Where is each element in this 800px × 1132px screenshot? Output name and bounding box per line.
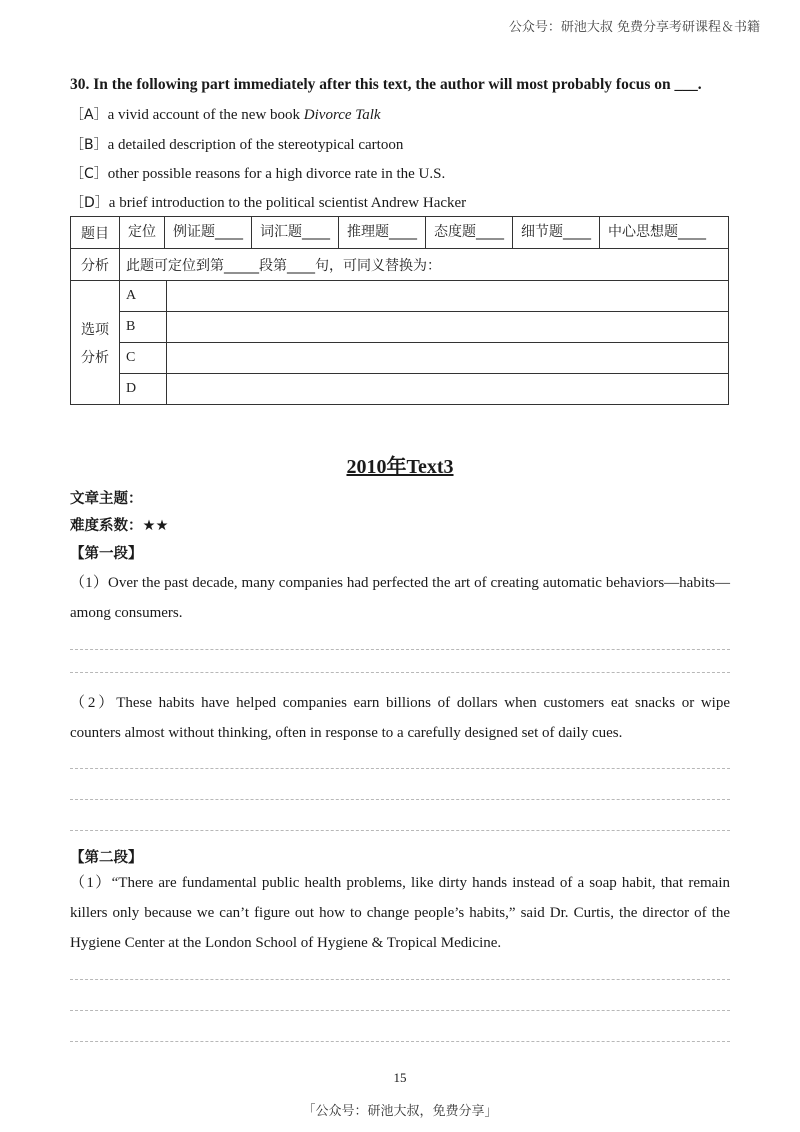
option-answer-cell[interactable]: [167, 281, 729, 312]
note-line: [70, 1041, 730, 1042]
paragraph-2-label: 【第二段】: [70, 850, 143, 866]
section-title: 2010年Text3: [346, 456, 454, 478]
options-label-line2: 分析: [81, 349, 109, 366]
note-line: [70, 799, 730, 800]
option-row-a: [71, 281, 729, 312]
option-c: [70, 163, 445, 183]
option-text: other possible reasons for a high divorce rate in the U.S.: [107, 166, 446, 182]
option-row-d: [71, 374, 729, 405]
question-type-row: [71, 217, 729, 249]
options-label-line1: 选项: [81, 321, 109, 338]
difficulty-label: 难度系数：★★: [70, 518, 169, 534]
note-line: [70, 1010, 730, 1011]
note-line: [70, 672, 730, 673]
note-line: [70, 768, 730, 769]
row-label-analysis: 分析: [71, 249, 120, 281]
footer-note: 「公众号：研池大叔，免费分享」: [302, 1104, 498, 1119]
article-theme-label: 文章主题：: [70, 491, 143, 507]
option-d: [70, 192, 466, 212]
analysis-table: [70, 216, 729, 405]
option-bracket: ［A］: [70, 107, 108, 123]
header-note: 公众号：研池大叔 免费分享考研课程＆书籍: [508, 20, 760, 35]
paragraph-1-sentence-2: （2）These habits have helped companies earn billions of dollars when customers eat snacks or wipe counters almost without thinking, often in response to a carefully designed set of daily cues.: [70, 695, 730, 741]
option-answer-cell[interactable]: [167, 312, 729, 343]
option-text: a brief introduction to the political scientist Andrew Hacker: [108, 195, 467, 211]
note-line: [70, 979, 730, 980]
type-main-idea: 中心思想题____: [599, 217, 714, 248]
option-bracket: ［B］: [70, 137, 108, 153]
page-number: 15: [393, 1070, 407, 1085]
option-letter: D: [120, 374, 167, 405]
option-bracket: ［C］: [70, 166, 108, 182]
option-text: a detailed description of the stereotypical cartoon: [107, 137, 404, 153]
question-types: [120, 217, 728, 248]
row-label-question: 题目: [71, 217, 120, 249]
type-inference: 推理题____: [338, 217, 425, 248]
option-text: a vivid account of the new book: [107, 107, 304, 123]
note-line: [70, 649, 730, 650]
option-letter: B: [120, 312, 167, 343]
option-answer-cell[interactable]: [167, 343, 729, 374]
paragraph-1-sentence-1: （1）Over the past decade, many companies had perfected the art of creating automatic behaviors—habits—among consumers.: [70, 575, 730, 621]
paragraph-1-label: 【第一段】: [70, 546, 143, 562]
question-types-cell: [120, 217, 729, 249]
option-italic: Divorce Talk: [303, 107, 381, 123]
option-row-b: [71, 312, 729, 343]
type-detail: 细节题____: [512, 217, 599, 248]
type-example: 例证题____: [164, 217, 251, 248]
analysis-row: [71, 249, 729, 281]
type-attitude: 态度题____: [425, 217, 512, 248]
question-title: 30. In the following part immediately after this text, the author will most probably focus on ___.: [70, 76, 702, 93]
option-a: [70, 104, 381, 124]
option-letter: A: [120, 281, 167, 312]
option-answer-cell[interactable]: [167, 374, 729, 405]
note-line: [70, 830, 730, 831]
paragraph-2-sentence-1: （1）“There are fundamental public health problems, like dirty hands instead of a soap habit, that remain killers only because we can’t figure out how to change people’s habits,” said Dr. Curtis, the director of the Hygiene Center at the London School of Hygiene & Tropical Medicine.: [70, 875, 730, 951]
type-locate: 定位: [128, 224, 156, 240]
option-bracket: ［D］: [70, 195, 109, 211]
type-vocabulary: 词汇题____: [251, 217, 338, 248]
option-b: [70, 134, 403, 154]
option-letter: C: [120, 343, 167, 374]
option-row-c: [71, 343, 729, 374]
options-analysis-label: [71, 281, 120, 405]
analysis-text: 此题可定位到第_____段第____句，可同义替换为：: [120, 249, 729, 281]
